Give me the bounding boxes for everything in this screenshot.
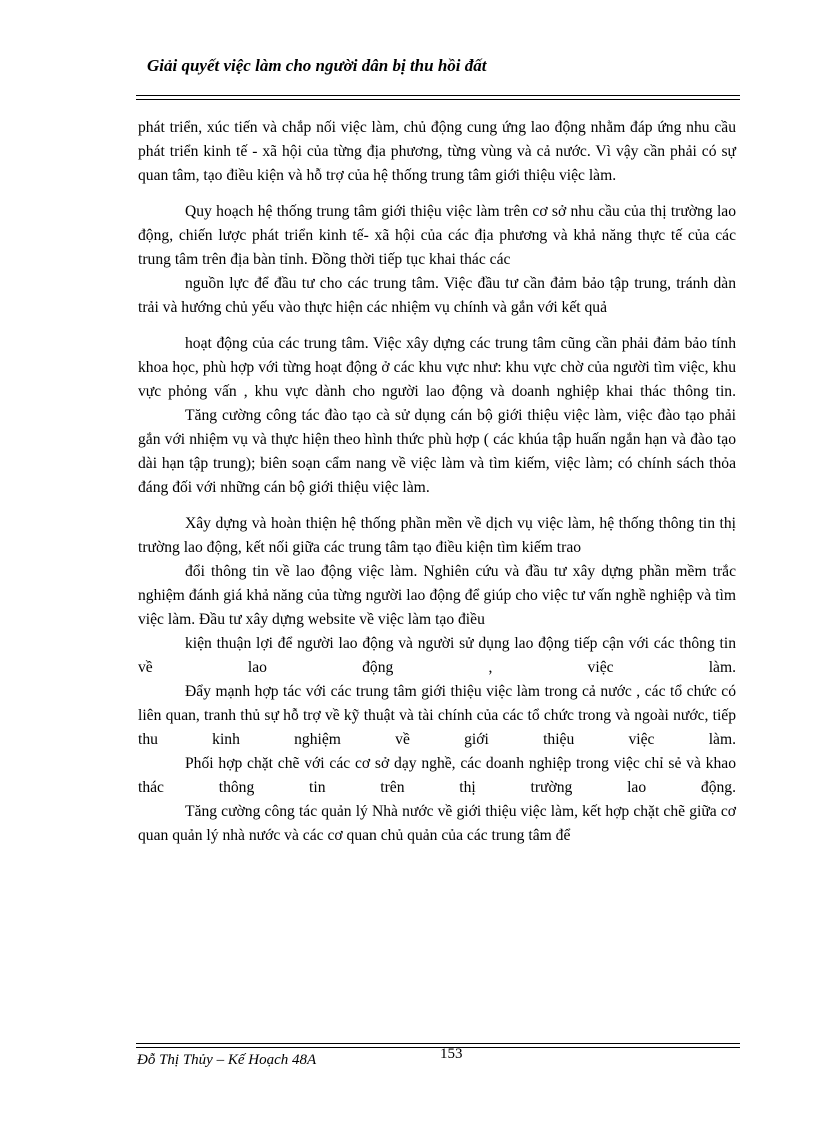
running-header-title: Giải quyết việc làm cho người dân bị thu hồi đất [147,56,487,75]
paragraph-7: đổi thông tin về lao động việc làm. Nghiên cứu và đầu tư xây dựng phần mềm trắc nghiệm đánh giá khả năng của từng người lao động để giúp cho việc tư vấn nghề nghiệp và tìm việc làm. Đầu tư xây dựng website về việc làm tạo điều [138,563,736,628]
header-rule-bottom [136,99,740,100]
header-rule-top [136,95,740,96]
footer-rule-top [136,1043,740,1044]
page-body [138,116,736,848]
paragraph-5: Tăng cường công tác đào tạo cà sử dụng cán bộ giới thiệu việc làm, việc đào tạo phải gắn với nhiệm vụ và thực hiện theo hình thức phù hợp ( các khúa tập huấn ngắn hạn và đào tạo dài hạn tập trung); biên soạn cẩm nang về việc làm và tìm kiếm, việc làm; có chính sách thỏa đáng đối với những cán bộ giới thiệu việc làm. [138,407,736,496]
paragraph-3: nguồn lực để đầu tư cho các trung tâm. Việc đầu tư cần đảm bảo tập trung, tránh dàn trải và hướng chủ yếu vào thực hiện các nhiệm vụ chính và gắn với kết quả [138,275,736,316]
paragraph-4: hoạt động của các trung tâm. Việc xây dựng các trung tâm cũng cần phải đảm bảo tính khoa học, phù hợp với từng hoạt động ở các khu vực như: khu vực chờ của người tìm việc, khu vực phỏng vấn , khu vực dành cho người lao động và doanh nghiệp khai thác thông tin. [138,335,736,400]
paragraph-2: Quy hoạch hệ thống trung tâm giới thiệu việc làm trên cơ sở nhu cầu của thị trường lao động, chiến lược phát triển kinh tế- xã hội của các địa phương và khả năng thực tế của các trung tâm trên địa bàn tỉnh. Đồng thời tiếp tục khai thác các [138,203,736,268]
paragraph-11: Tăng cường công tác quản lý Nhà nước về giới thiệu việc làm, kết hợp chặt chẽ giữa cơ quan quản lý nhà nước và các cơ quan chủ quản của các trung tâm để [138,803,736,844]
paragraph-10: Phối hợp chặt chẽ với các cơ sở dạy nghề, các doanh nghiệp trong việc chỉ sẻ và khao thác thông tin trên thị trường lao động. [138,755,736,796]
page-number: 153 [440,1046,463,1062]
paragraph-1: phát triển, xúc tiến và chắp nối việc làm, chủ động cung ứng lao động nhằm đáp ứng nhu cầu phát triển kinh tế - xã hội của từng địa phương, từng vùng và cả nước. Vì vậy cần phải có sự quan tâm, tạo điều kiện và hỗ trợ của hệ thống trung tâm giới thiệu việc làm. [138,119,736,184]
paragraph-6: Xây dựng và hoàn thiện hệ thống phần mền về dịch vụ việc làm, hệ thống thông tin thị trường lao động, kết nối giữa các trung tâm tạo điều kiện tìm kiếm trao [138,515,736,556]
footer-author: Đỗ Thị Thủy – Kế Hoạch 48A [137,1052,317,1068]
paragraph-8: kiện thuận lợi để người lao động và người sử dụng lao động tiếp cận với các thông tin về lao động , việc làm. [138,635,736,676]
footer-rule-bottom [136,1047,740,1048]
paragraph-9: Đẩy mạnh hợp tác với các trung tâm giới thiệu việc làm trong cả nước , các tổ chức có liên quan, tranh thủ sự hỗ trợ về kỹ thuật và tài chính của các tổ chức trong và ngoài nước, tiếp thu kinh nghiệm về giới thiệu việc làm. [138,683,736,748]
